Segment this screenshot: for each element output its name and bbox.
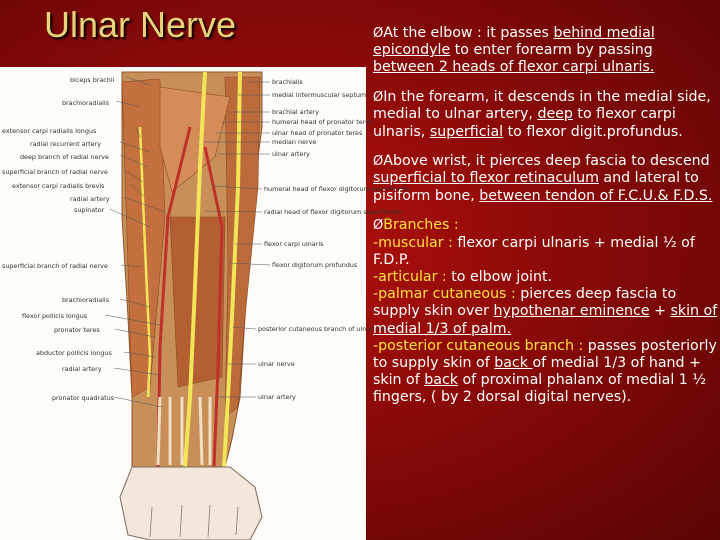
- label-superficial-radial-nerve-upper: superficial branch of radial nerve: [2, 168, 108, 176]
- label-brachial-artery: brachial artery: [272, 108, 320, 116]
- bullet-arrow-icon: Ø: [373, 218, 384, 234]
- paragraph-forearm: ØIn the forearm, it descends in the medial side, medial to ulnar artery, deep to flexor carpi ulnaris, superficial to flexor digit.profundus.: [373, 89, 711, 140]
- label-brachioradialis: brachioradialis: [62, 99, 110, 107]
- label-brachialis: brachialis: [272, 78, 303, 86]
- label-humeral-head-fds: humeral head of flexor digitorum superficialis: [264, 185, 410, 193]
- bullet-arrow-icon: Ø: [373, 154, 384, 170]
- label-ulnar-artery-lower: ulnar artery: [258, 393, 296, 401]
- branches-heading: Branches :: [383, 217, 459, 234]
- label-ulnar-nerve: ulnar nerve: [258, 360, 295, 368]
- label-medial-intermuscular-septum: medial intermuscular septum: [272, 91, 367, 99]
- label-ulnar-head-pt: ulnar head of pronator teres: [272, 129, 363, 137]
- label-apl: abductor pollicis longus: [36, 349, 112, 357]
- paragraph-wrist: ØAbove wrist, it pierces deep fascia to descend superficial to flexor retinaculum and lateral to pisiform bone, between tendon of F.C.U.& F.D.S.: [373, 153, 713, 204]
- slide-title: Ulnar Nerve: [44, 4, 237, 45]
- label-fcu: flexor carpi ulnaris: [264, 240, 324, 248]
- hand-outline: [120, 467, 262, 540]
- label-ecrb: extensor carpi radialis brevis: [12, 182, 105, 190]
- branch-palmar-label: -palmar cutaneous :: [373, 286, 516, 303]
- branch-muscular-label: -muscular :: [373, 234, 453, 251]
- label-biceps-brachii: biceps brachii: [70, 76, 115, 84]
- content-text: [373, 25, 718, 419]
- label-fdp: flexor digitorum profundus: [272, 261, 358, 269]
- label-pronator-teres: pronator teres: [54, 326, 100, 334]
- label-ulnar-artery-upper: ulnar artery: [272, 150, 310, 158]
- bullet-arrow-icon: Ø: [373, 26, 384, 41]
- bullet-arrow-icon: Ø: [373, 90, 384, 106]
- label-radial-head-fds: radial head of flexor digitorum superficialis: [264, 208, 402, 216]
- label-radial-artery-upper: radial artery: [70, 195, 110, 203]
- label-median-nerve: median nerve: [272, 138, 317, 146]
- label-superficial-radial-nerve-lower: superficial branch of radial nerve: [2, 262, 108, 270]
- label-supinator: supinator: [74, 206, 105, 214]
- label-posterior-cutaneous-branch: posterior cutaneous branch of ulnar nerve: [258, 325, 394, 333]
- label-humeral-head-pt: humeral head of pronator teres: [272, 118, 373, 126]
- paragraph-branches: ØBranches : -muscular : flexor carpi ulnaris + medial ½ of F.D.P. -articular : to elbow joint. -palmar cutaneous : pierces deep fascia to supply skin over hypothenar eminence + skin of medial 1/3 of palm. -posterior cutaneous branch : passes posteriorly to supply skin of back of medial 1/3 of hand + skin of back of proximal phalanx of medial 1 ½ fingers, ( by 2 dorsal digital nerves).: [373, 217, 718, 406]
- label-fpl: flexor pollicis longus: [22, 312, 88, 320]
- label-deep-branch-radial-nerve: deep branch of radial nerve: [20, 153, 109, 161]
- label-radial-artery-lower: radial artery: [62, 365, 102, 373]
- label-pronator-quadratus: pronator quadratus: [52, 394, 115, 402]
- label-ecrl: extensor carpi radialis longus: [2, 127, 97, 135]
- branch-posterior-label: -posterior cutaneous branch :: [373, 337, 584, 354]
- label-brachioradialis-lower: brachioradialis: [62, 296, 110, 304]
- paragraph-elbow: ØAt the elbow : it passes behind medial epicondyle to enter forearm by passing between 2 heads of flexor carpi ulnaris.: [373, 25, 655, 76]
- label-radial-recurrent-artery: radial recurrent artery: [30, 140, 101, 148]
- branch-articular-label: -articular :: [373, 268, 447, 285]
